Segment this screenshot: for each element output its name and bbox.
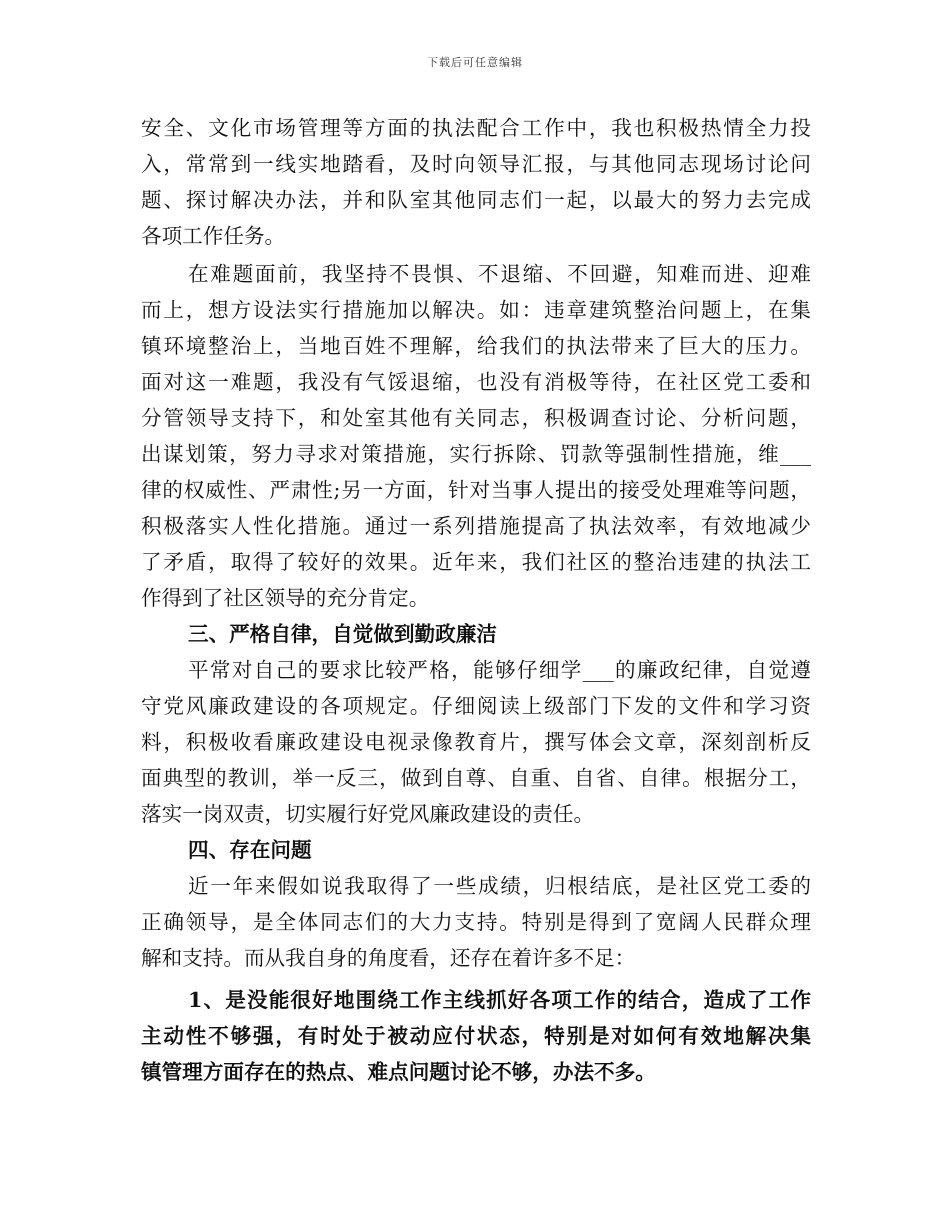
paragraph-line: 了矛盾，取得了较好的效果。近年来，我们社区的整治违建的执法工 (141, 550, 811, 574)
page-header-note: 下载后可任意编辑 (427, 56, 523, 69)
paragraph-line: 镇环境整治上，当地百姓不理解，给我们的执法带来了巨大的压力。 (141, 334, 811, 358)
bold-paragraph-line: 主动性不够强，有时处于被动应付状态，特别是对如何有效地解决集 (141, 1024, 811, 1048)
paragraph-line: 题、探讨解决办法，并和队室其他同志们一起，以最大的努力去完成 (141, 188, 811, 212)
paragraph-line: 安全、文化市场管理等方面的执法配合工作中，我也积极热情全力投 (141, 116, 811, 140)
paragraph-line: 平常对自己的要求比较严格，能够仔细学___的廉政纪律，自觉遵 (188, 658, 811, 682)
paragraph-line: 面典型的教训，举一反三，做到自尊、自重、自省、自律。根据分工， (141, 766, 811, 790)
paragraph-line: 作得到了社区领导的充分肯定。 (141, 586, 430, 610)
paragraph-line: 近一年来假如说我取得了一些成绩，归根结底，是社区党工委的 (188, 874, 811, 898)
paragraph-line: 正确领导，是全体同志们的大力支持。特别是得到了宽阔人民群众理 (141, 910, 811, 934)
bold-paragraph-line: 镇管理方面存在的热点、难点问题讨论不够，办法不多。 (141, 1060, 656, 1084)
bold-paragraph-line: 1、是没能很好地围绕工作主线抓好各项工作的结合，造成了工作 (188, 988, 811, 1012)
paragraph-line: 出谋划策，努力寻求对策措施，实行拆除、罚款等强制性措施，维___ (141, 442, 811, 466)
paragraph-line: 而上，想方设法实行措施加以解决。如：违章建筑整治问题上，在集 (141, 298, 811, 322)
paragraph-line: 积极落实人性化措施。通过一系列措施提高了执法效率，有效地减少 (141, 514, 811, 538)
paragraph-line: 各项工作任务。 (141, 224, 286, 248)
paragraph-line: 落实一岗双责，切实履行好党风廉政建设的责任。 (141, 802, 595, 826)
paragraph-line: 在难题面前，我坚持不畏惧、不退缩、不回避，知难而进、迎难 (188, 262, 811, 286)
document-body (141, 110, 811, 1090)
paragraph-line: 料，积极收看廉政建设电视录像教育片，撰写体会文章，深刻剖析反 (141, 730, 811, 754)
paragraph-line: 面对这一难题，我没有气馁退缩，也没有消极等待，在社区党工委和 (141, 370, 811, 394)
paragraph-line: 解和支持。而从我自身的角度看，还存在着许多不足： (141, 946, 636, 970)
section-heading: 三、严格自律，自觉做到勤政廉洁 (188, 622, 497, 646)
paragraph-line: 守党风廉政建设的各项规定。仔细阅读上级部门下发的文件和学习资 (141, 694, 811, 718)
paragraph-line: 入，常常到一线实地踏看，及时向领导汇报，与其他同志现场讨论问 (141, 152, 811, 176)
paragraph-line: 分管领导支持下，和处室其他有关同志，积极调查讨论、分析问题， (141, 406, 811, 430)
paragraph-line: 律的权威性、严肃性;另一方面，针对当事人提出的接受处理难等问题， (141, 478, 811, 502)
section-heading: 四、存在问题 (188, 838, 312, 862)
